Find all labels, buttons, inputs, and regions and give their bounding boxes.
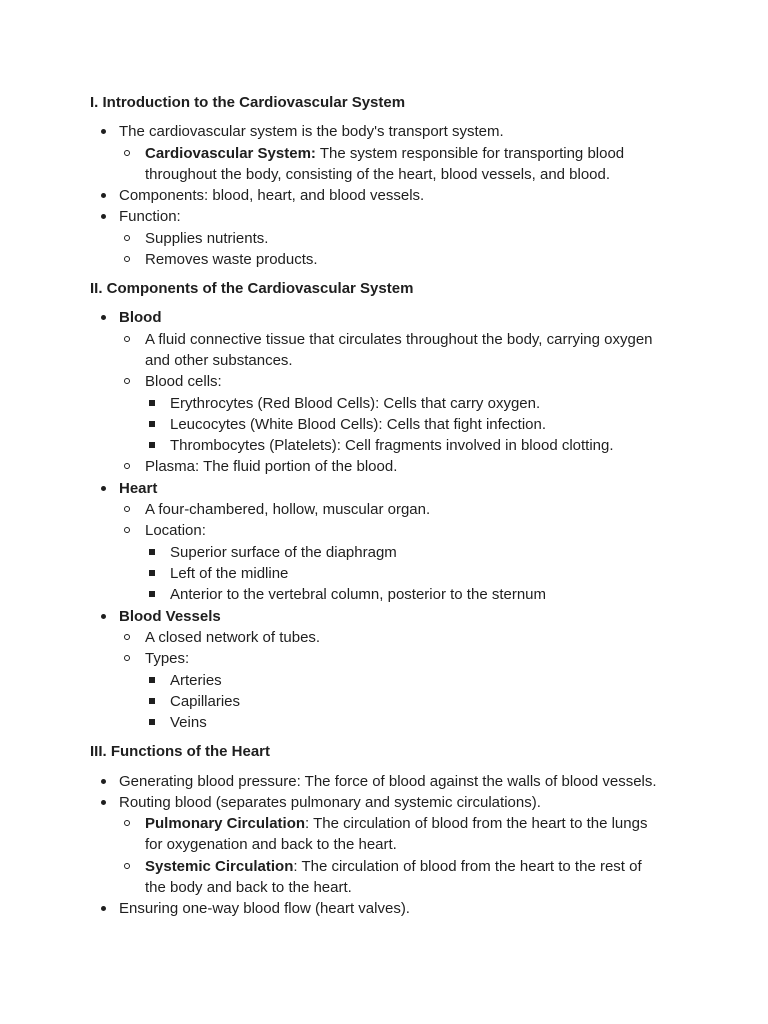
bullet-circle-icon <box>122 627 132 648</box>
bullet-circle-icon <box>122 249 132 270</box>
list-item: The cardiovascular system is the body's transport system. <box>119 121 504 142</box>
bullet-square-icon <box>147 691 157 712</box>
list-item: Ensuring one-way blood flow (heart valves). <box>119 898 410 919</box>
section-heading-intro: I. Introduction to the Cardiovascular System <box>90 94 406 111</box>
bullet-disc-icon <box>98 898 108 919</box>
bullet-circle-icon <box>122 813 132 834</box>
bullet-square-icon <box>147 670 157 691</box>
bullet-circle-icon <box>122 856 132 877</box>
term-label: Systemic Circulation <box>145 858 294 875</box>
bullet-disc-icon <box>98 478 108 499</box>
list-item: Blood cells: <box>145 371 222 392</box>
bullet-circle-icon <box>122 329 132 350</box>
list-item: Anterior to the vertebral column, posterior to the sternum <box>170 584 546 605</box>
list-item: Types: <box>145 648 189 669</box>
bullet-circle-icon <box>122 371 132 392</box>
section-heading-functions: III. Functions of the Heart <box>90 743 271 760</box>
list-item: Systemic Circulation: The circulation of blood from the heart to the rest of <box>145 856 642 877</box>
bullet-circle-icon <box>122 143 132 164</box>
list-item: Routing blood (separates pulmonary and systemic circulations). <box>119 792 541 813</box>
bullet-disc-icon <box>98 606 108 627</box>
list-item-continuation: and other substances. <box>145 352 293 369</box>
list-item: A four-chambered, hollow, muscular organ. <box>145 499 430 520</box>
bullet-square-icon <box>147 584 157 605</box>
list-item: Left of the midline <box>170 563 288 584</box>
list-item: Generating blood pressure: The force of blood against the walls of blood vessels. <box>119 771 657 792</box>
list-item: Pulmonary Circulation: The circulation of blood from the heart to the lungs <box>145 813 647 834</box>
list-item: Cardiovascular System: The system responsible for transporting blood <box>145 143 624 164</box>
bullet-disc-icon <box>98 206 108 227</box>
bullet-square-icon <box>147 712 157 733</box>
list-item: Heart <box>119 478 157 499</box>
section-heading-components: II. Components of the Cardiovascular System <box>90 280 414 297</box>
list-item: Supplies nutrients. <box>145 228 268 249</box>
list-item: Function: <box>119 206 181 227</box>
bullet-disc-icon <box>98 185 108 206</box>
list-item: Capillaries <box>170 691 240 712</box>
list-item: Veins <box>170 712 207 733</box>
bullet-disc-icon <box>98 792 108 813</box>
list-item: Thrombocytes (Platelets): Cell fragments involved in blood clotting. <box>170 435 614 456</box>
list-item: A closed network of tubes. <box>145 627 320 648</box>
list-item: Plasma: The fluid portion of the blood. <box>145 456 397 477</box>
bullet-square-icon <box>147 563 157 584</box>
list-item: Superior surface of the diaphragm <box>170 542 397 563</box>
bullet-circle-icon <box>122 648 132 669</box>
bullet-disc-icon <box>98 771 108 792</box>
list-item: Leucocytes (White Blood Cells): Cells that fight infection. <box>170 414 546 435</box>
bullet-square-icon <box>147 393 157 414</box>
bullet-disc-icon <box>98 307 108 328</box>
bullet-square-icon <box>147 542 157 563</box>
bullet-square-icon <box>147 435 157 456</box>
term-label: Cardiovascular System: <box>145 145 316 162</box>
bullet-circle-icon <box>122 520 132 541</box>
list-item: Removes waste products. <box>145 249 318 270</box>
list-item: Components: blood, heart, and blood vessels. <box>119 185 424 206</box>
list-item-continuation: throughout the body, consisting of the heart, blood vessels, and blood. <box>145 166 611 183</box>
term-label: Pulmonary Circulation <box>145 815 306 832</box>
list-item: Arteries <box>170 670 222 691</box>
bullet-square-icon <box>147 414 157 435</box>
bullet-circle-icon <box>122 499 132 520</box>
bullet-disc-icon <box>98 121 108 142</box>
bullet-circle-icon <box>122 456 132 477</box>
list-item: Location: <box>145 520 206 541</box>
list-item: Blood <box>119 307 162 328</box>
list-item: Erythrocytes (Red Blood Cells): Cells that carry oxygen. <box>170 393 540 414</box>
list-item: A fluid connective tissue that circulates throughout the body, carrying oxygen <box>145 329 653 350</box>
list-item: Blood Vessels <box>119 606 221 627</box>
bullet-circle-icon <box>122 228 132 249</box>
list-item-continuation: for oxygenation and back to the heart. <box>145 836 397 853</box>
list-item-continuation: the body and back to the heart. <box>145 879 352 896</box>
